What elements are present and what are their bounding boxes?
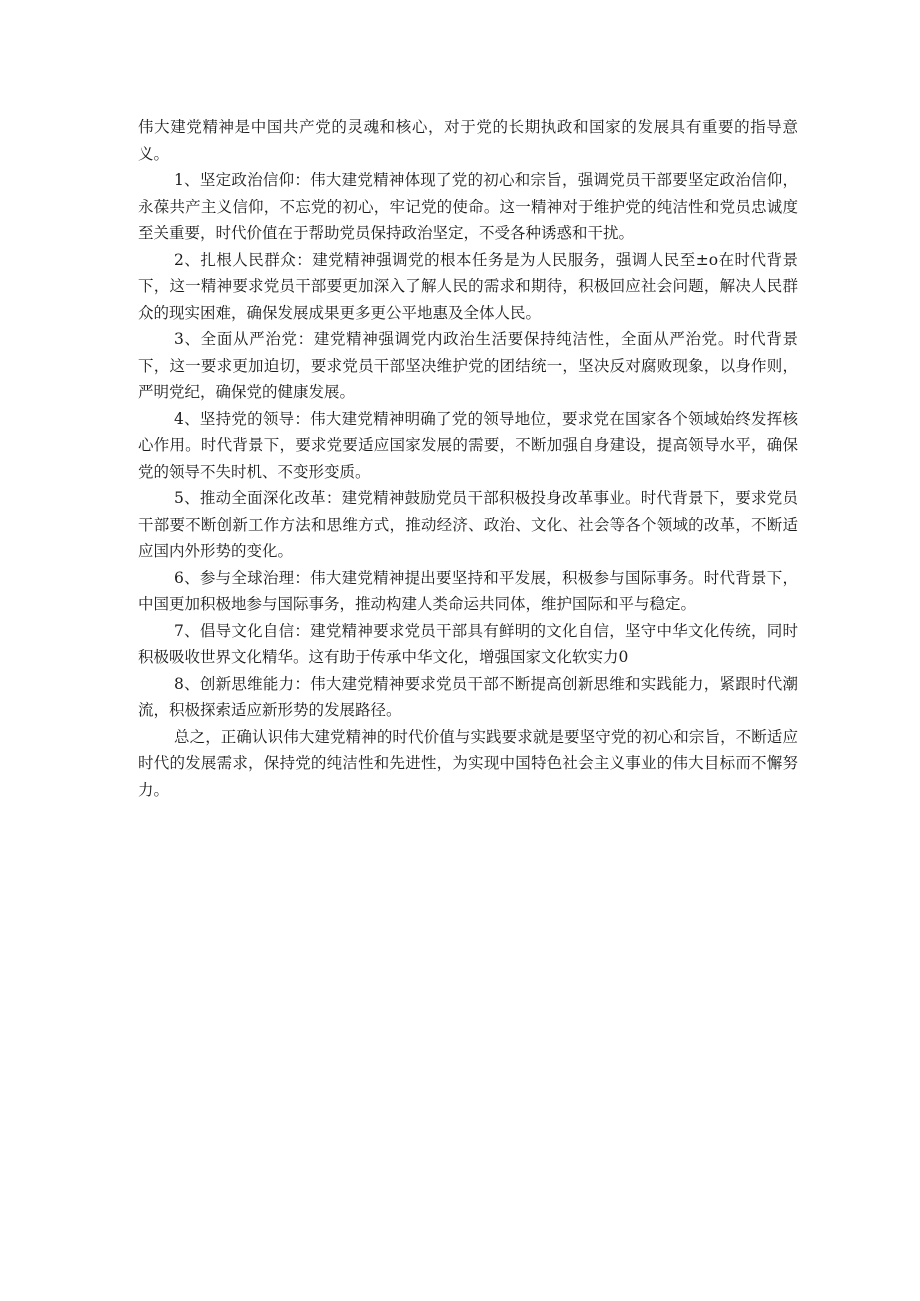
document-body [138, 114, 798, 803]
point-5-paragraph: 5、推动全面深化改革：建党精神鼓励党员干部积极投身改革事业。时代背景下，要求党员干部要不断创新工作方法和思维方式，推动经济、政治、文化、社会等各个领域的改革，不断适应国内外形势的变化。 [138, 489, 798, 560]
point-2-paragraph: 2、扎根人民群众：建党精神强调党的根本任务是为人民服务，强调人民至±o在时代背景下，这一精神要求党员干部要更加深入了解人民的需求和期待，积极回应社会问题，解决人民群众的现实困难，确保发展成果更多更公平地惠及全体人民。 [138, 250, 798, 322]
point-3-paragraph: 3、全面从严治党：建党精神强调党内政治生活要保持纯洁性，全面从严治党。时代背景下，这一要求更加迫切，要求党员干部坚决维护党的团结统一，坚决反对腐败现象，以身作则，严明党纪，确保党的健康发展。 [138, 330, 798, 401]
conclusion-paragraph: 总之，正确认识伟大建党精神的时代价值与实践要求就是要坚守党的初心和宗旨，不断适应时代的发展需求，保持党的纯洁性和先进性，为实现中国特色社会主义事业的伟大目标而不懈努力。 [138, 727, 798, 799]
point-6-paragraph: 6、参与全球治理：伟大建党精神提出要坚持和平发展，积极参与国际事务。时代背景下，中国更加积极地参与国际事务，推动构建人类命运共同体，维护国际和平与稳定。 [138, 568, 798, 613]
point-7-paragraph: 7、倡导文化自信：建党精神要求党员干部具有鲜明的文化自信，坚守中华文化传统，同时积极吸收世界文化精华。这有助于传承中华文化，增强国家文化软实力0 [138, 621, 798, 666]
intro-paragraph: 伟大建党精神是中国共产党的灵魂和核心，对于党的长期执政和国家的发展具有重要的指导意义。 [138, 118, 798, 163]
point-1-paragraph: 1、坚定政治信仰：伟大建党精神体现了党的初心和宗旨，强调党员干部要坚定政治信仰，永葆共产主义信仰，不忘党的初心，牢记党的使命。这一精神对于维护党的纯洁性和党员忠诚度至关重要，时代价值在于帮助党员保持政治坚定，不受各种诱惑和干扰。 [138, 171, 798, 242]
point-4-paragraph: 4、坚持党的领导：伟大建党精神明确了党的领导地位，要求党在国家各个领域始终发挥核心作用。时代背景下，要求党要适应国家发展的需要，不断加强自身建设，提高领导水平，确保党的领导不失时机、不变形变质。 [138, 409, 798, 481]
point-8-paragraph: 8、创新思维能力：伟大建党精神要求党员干部不断提高创新思维和实践能力，紧跟时代潮流，积极探索适应新形势的发展路径。 [138, 674, 798, 719]
